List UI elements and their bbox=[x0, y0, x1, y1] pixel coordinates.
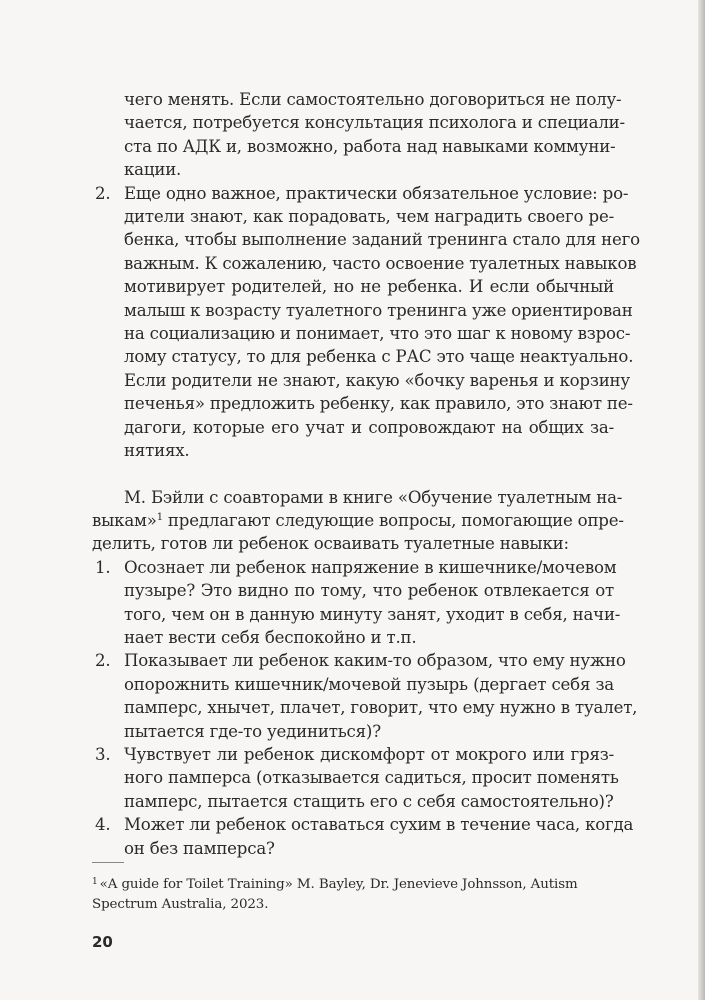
text-fragment: выкам» bbox=[92, 510, 157, 530]
text-line: Может ли ребенок оставаться сухим в течение часа, когда bbox=[124, 815, 634, 835]
list-item bbox=[92, 182, 640, 463]
body-text bbox=[92, 88, 640, 860]
list-number: 2. bbox=[95, 651, 111, 671]
footnote-divider bbox=[92, 862, 124, 863]
text-line: чего менять. Если самостоятельно договориться не полу- bbox=[124, 90, 622, 109]
text-line: того, чем он в данную минуту занят, уходит в себя, начи- bbox=[124, 604, 621, 624]
text-line: нает вести себя беспокойно и т.п. bbox=[124, 627, 417, 647]
text-line: на социализацию и понимает, что это шаг к новому взрос- bbox=[124, 324, 631, 344]
text-line: ного памперса (отказывается садиться, просит поменять bbox=[124, 768, 619, 788]
list-item bbox=[92, 556, 621, 650]
list-number: 1. bbox=[95, 557, 111, 577]
list-item bbox=[92, 649, 638, 743]
text-line: дители знают, как порадовать, чем наградить своего ре- bbox=[124, 207, 614, 227]
text-line: кации. bbox=[124, 160, 182, 180]
text-line: памперс, пытается стащить его с себя самостоятельно)? bbox=[124, 791, 614, 811]
text-line: малыш к возрасту туалетного тренинга уже ориентирован bbox=[124, 300, 633, 320]
footnote-mark: 1 bbox=[92, 877, 98, 887]
footnote-line: Spectrum Australia, 2023. bbox=[92, 897, 269, 912]
paragraph-gap bbox=[92, 463, 614, 486]
text-line: печенья» предложить ребенку, как правило, это знают пе- bbox=[124, 394, 633, 414]
text-line: Осознает ли ребенок напряжение в кишечнике/мочевом bbox=[124, 557, 617, 577]
page-edge-shadow bbox=[698, 0, 705, 1000]
footnote bbox=[92, 872, 612, 915]
list-item bbox=[92, 813, 634, 860]
text-line: нятиях. bbox=[124, 441, 190, 461]
text-line: дагоги, которые его учат и сопровождают на общих за- bbox=[124, 417, 614, 437]
paragraph bbox=[92, 486, 624, 556]
text-line: он без памперса? bbox=[124, 838, 275, 858]
text-line: делить, готов ли ребенок осваивать туалетные навыки: bbox=[92, 534, 569, 554]
footnote-reference[interactable]: 1 bbox=[156, 511, 163, 523]
list-number: 3. bbox=[95, 744, 111, 764]
text-line: важным. К сожалению, часто освоение туалетных навыков bbox=[124, 253, 637, 273]
text-line: Если родители не знают, какую «бочку варенья и корзину bbox=[124, 370, 630, 390]
list-number: 2. bbox=[95, 183, 111, 203]
text-line: Показывает ли ребенок каким-то образом, что ему нужно bbox=[124, 651, 626, 671]
text-line: пузыре? Это видно по тому, что ребенок отвлекается от bbox=[124, 581, 614, 601]
footnote-line bbox=[92, 872, 612, 895]
text-line: чается, потребуется консультация психолога и специали- bbox=[124, 113, 625, 133]
text-line: памперс, хнычет, плачет, говорит, что ему нужно в туалет, bbox=[124, 698, 638, 718]
text-line: бенка, чтобы выполнение заданий тренинга стало для него bbox=[124, 230, 640, 250]
text-line: пытается где-то уединиться)? bbox=[124, 721, 381, 741]
text-line: Еще одно важное, практически обязательное условие: ро- bbox=[124, 183, 629, 203]
text-line: М. Бэйли с соавторами в книге «Обучение туалетным на- bbox=[124, 487, 623, 507]
page-number: 20 bbox=[92, 933, 113, 951]
text-line: Чувствует ли ребенок дискомфорт от мокрого или гряз- bbox=[124, 744, 614, 764]
footnote-text: «A guide for Toilet Training» M. Bayley, Dr. Jenevieve Johnsson, Autism bbox=[99, 877, 578, 892]
text-line: ста по АДК и, возможно, работа над навыками коммуни- bbox=[124, 136, 616, 156]
text-fragment: предлагают следующие вопросы, помогающие опре- bbox=[162, 510, 624, 530]
list-item bbox=[92, 743, 619, 813]
text-line: лому статусу, то для ребенка с РАС это чаще неактуально. bbox=[124, 347, 634, 367]
text-line bbox=[92, 509, 624, 532]
text-line: опорожнить кишечник/мочевой пузырь (дергает себя за bbox=[124, 674, 614, 694]
text-line: мотивирует родителей, но не ребенка. И если обычный bbox=[124, 277, 614, 297]
intro-continuation bbox=[124, 88, 625, 182]
list-number: 4. bbox=[95, 815, 111, 835]
